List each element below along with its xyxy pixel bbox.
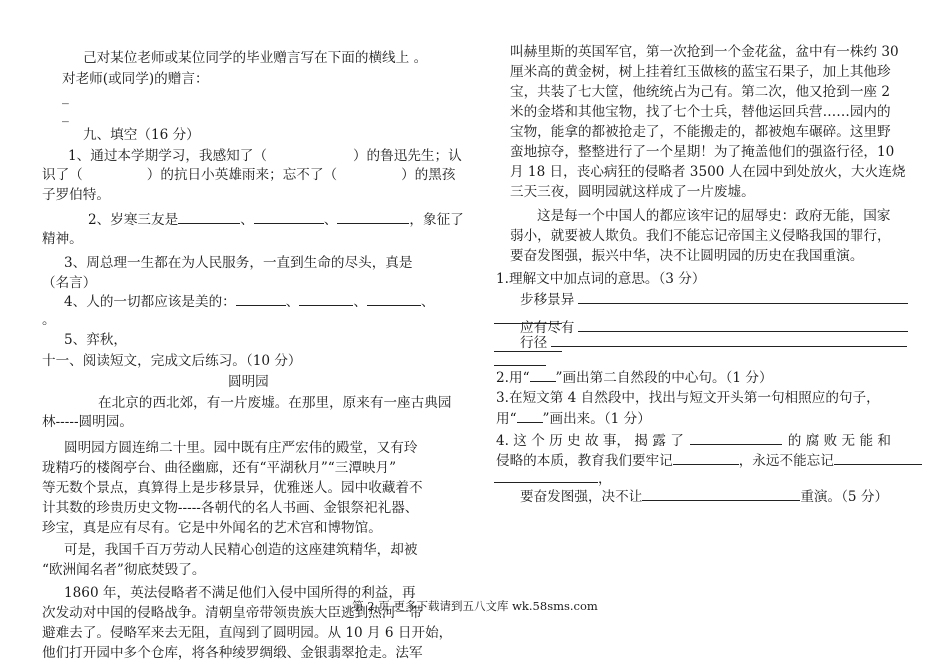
passage-line: 避难去了。侵略军来去无阻，直闯到了圆明园。从 10 月 6 日开始， [42,625,453,641]
passage-line: “欧洲闻名者”彻底焚毁了。 [42,562,206,578]
exercise-line: 1.理解文中加点词的意思。（3 分） [496,271,706,287]
text-line: 。 [42,312,56,328]
passage-line: 要奋发图强，振兴中华，决不让圆明园的历史在我国重演。 [510,248,864,264]
passage-line: 这是每一个中国人的都应该牢记的屈辱史：政府无能，国家 [537,208,891,224]
passage-line: 米的金塔和其他宝物，找了七个士兵，替他运回兵营……园内的 [510,104,891,120]
exercise-line: 4. 这 个 历 史 故 事， 揭 露 了 的 腐 败 无 能 和 [496,433,891,449]
exercise-line: 要奋发图强，决不让 重演。（5 分） [520,489,889,505]
passage-line: 宝，共装了七大筐，他统统占为己有。第二次，他又抢到一座 2 [510,84,890,100]
passage-line: 次发动对中国的侵略战争。清朝皇帝带领贵族大臣逃到热河一带 [42,605,423,621]
question-line: 3、周总理一生都在为人民服务，一直到生命的尽头，真是 [64,255,413,271]
answer-blank [578,318,908,332]
passage-line: 计其数的珍贵历史文物-----各朝代的名人书画、金银祭祀礼器、 [42,500,419,516]
answer-blank [551,333,907,347]
answer-blank [299,292,353,306]
answer-blank [494,469,598,483]
text-line: 精神。 [42,231,83,247]
passage-line: 他们打开园中多个仓库，将各种绫罗绸缎、金银翡翠抢走。法军 [42,645,423,661]
answer-blank [494,352,546,366]
answer-blank [530,368,556,382]
passage-line: 林-----圆明园。 [42,414,133,430]
passage-line: 宝物，能拿的都被抢走了，不能搬走的，都被炮车碾碎。这里野 [510,124,891,140]
passage-line: 厘米高的黄金树，树上挂着红玉做核的蓝宝石果子，加上其他珍 [510,64,891,80]
passage-line: 珍宝，真是应有尽有。它是中外闻名的艺术宫和博物馆。 [42,520,382,536]
passage-line: 珑精巧的楼阁亭台、曲径幽廊，还有“平湖秋月”“三潭映月” [42,460,397,476]
question-line: 4、人的一切都应该是美的： 、 、 、 [64,294,435,310]
answer-blank [254,210,324,224]
question-line: 5、弈秋， [64,332,128,348]
passage-line: 三天三夜，圆明园就这样成了一片废墟。 [510,184,755,200]
exercise-line: 用“ ”画出来。（1 分） [496,411,651,427]
passage-line: 月 18 日，丧心病狂的侵略者 3500 人在园中到处放火，大火连烧 [510,164,906,180]
question-line: 2、岁寒三友是 、 、 ，象征了 [88,212,464,228]
passage-line: 弱小，就要被人欺负。我们不能忘记帝国主义侵略我国的罪行， [510,228,891,244]
blank-line: _ [62,107,69,123]
passage-line: 1860 年，英法侵略者不满足他们入侵中国所得的利益，再 [64,585,416,601]
answer-blank [517,409,543,423]
exercise-line: 3.在短文第 4 自然段中，找出与短文开头第一句相照应的句子， [496,390,880,406]
section-heading: 九、填空（16 分） [83,127,200,143]
answer-blank [367,292,421,306]
passage-line: 蛮地掠夺，整整进行了一个星期！为了掩盖他们的强盗行径，10 [510,144,895,160]
blank-line: _ [62,89,69,105]
passage-line: 在北京的西北郊，有一片废墟。在那里，原来有一座古典园 [98,395,452,411]
passage-line: 等无数个景点，真算得上是步移景异，优雅迷人。园中收藏着不 [42,480,423,496]
word-item: 步移景异 [520,290,908,309]
page-footer: 第 2 页 更多下载请到五八文库 wk.58sms.com [352,599,598,613]
answer-blank [578,290,908,304]
passage-line: 圆明园方圆连绵二十里。园中既有庄严宏伟的殿堂，又有玲 [64,440,418,456]
section-heading: 十一、阅读短文，完成文后练习。（10 分） [42,353,302,369]
word-item: 应有尽有 [520,318,908,337]
text-line: 对老师(或同学)的赠言： [62,71,209,87]
exercise-line: ， [494,469,612,488]
text-line: 己对某位老师或某位同学的毕业赠言写在下面的横线上 。 [83,50,428,66]
text-line: 子罗伯特。 [42,187,110,203]
answer-blank [690,431,782,445]
answer-blank [642,487,800,501]
text-line: （名言） [42,275,97,291]
exercise-line: 侵略的本质，教育我们要牢记 ，永远不能忘记 [496,451,922,470]
answer-blank [178,210,240,224]
question-line: 1、通过本学期学习，我感知了（ ）的鲁迅先生；认 [68,148,462,164]
question-line: 识了（ ）的抗日小英雄雨来；忘不了（ ）的黑孩 [42,167,456,183]
answer-blank [673,451,739,465]
answer-blank [337,210,409,224]
answer-blank [834,451,922,465]
passage-title: 圆明园 [228,374,269,390]
exercise-line: 2.用“ ”画出第二自然段的中心句。（1 分） [496,370,773,386]
word-item: 行径 [520,333,907,352]
answer-blank [236,292,286,306]
passage-line: 可是，我国千百万劳动人民精心创造的这座建筑精华，却被 [64,542,418,558]
passage-line: 叫赫里斯的英国军官，第一次抢到一个金花盆，盆中有一株约 30 [510,44,899,60]
